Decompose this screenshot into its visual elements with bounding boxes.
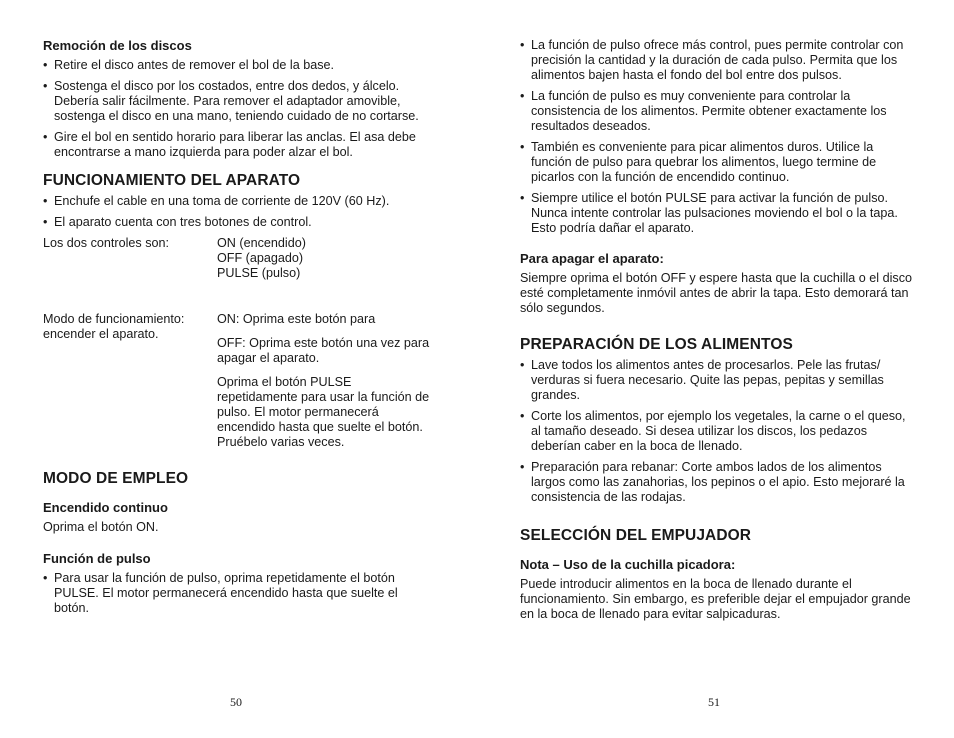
usage-heading: MODO DE EMPLEO	[43, 470, 189, 487]
left-page	[43, 38, 431, 622]
list-item: • También es conveniente para picar alimentos duros. Utilice la función de pulso para quebrar los alimentos, luego termine de picarlos con la función de encendido continuo.	[520, 140, 915, 185]
list-item: • Gire el bol en sentido horario para liberar las anclas. El asa debe encontrarse a mano izquierda para poder alzar el bol.	[43, 130, 431, 160]
list-item: • Sostenga el disco por los costados, entre dos dedos, y álcelo. Debería salir fácilmente. Para remover el adaptador amovible, sostenga el disco en una mano, teniendo cuidado de no cortarse.	[43, 79, 431, 124]
mode-descriptions	[217, 312, 431, 450]
mode-on-text: ON: Oprima este botón para	[217, 312, 376, 326]
removal-list	[43, 58, 431, 160]
list-item: • Retire el disco antes de remover el bol de la base.	[43, 58, 431, 73]
removal-heading: Remoción de los discos	[43, 38, 192, 53]
list-item: • Siempre utilice el botón PULSE para activar la función de pulso. Nunca intente controlar las pulsaciones moviendo el bol o la tapa. Esto podría dañar el aparato.	[520, 191, 915, 236]
continuous-text: Oprima el botón ON.	[43, 520, 159, 534]
list-item: • El aparato cuenta con tres botones de control.	[43, 215, 431, 230]
controls-values	[217, 236, 431, 281]
prep-list	[520, 358, 915, 505]
control-off: OFF (apagado)	[217, 251, 304, 265]
list-item: • Preparación para rebanar: Corte ambos lados de los alimentos largos como las zanahorias, los pepinos o el apio. Esto mejoraré la consistencia de las rodajas.	[520, 460, 915, 505]
list-item: • La función de pulso ofrece más control, pues permite controlar con precisión la cantidad y la duración de cada pulso. Permita que los alimentos bajen hasta el fondo del bol entre dos pulsos.	[520, 38, 915, 83]
mode-table	[43, 312, 431, 450]
mode-pulse-text: Oprima el botón PULSE repetidamente para usar la función de pulso. El motor permanecerá encendido hasta que suelte el botón. Pruébelo varias veces.	[217, 375, 430, 449]
pulse-list	[43, 571, 431, 616]
page-number-right: 51	[708, 695, 720, 709]
list-item: • Corte los alimentos, por ejemplo los vegetales, la carne o el queso, al tamaño deseado. Si desea utilizar los discos, los pedazos deberían caber en la boca de llenado.	[520, 409, 915, 454]
page-number-left: 50	[230, 695, 242, 709]
off-text: Siempre oprima el botón OFF y espere hasta que la cuchilla o el disco esté completamente inmóvil antes de abrir la tapa. Esto demorará tan sólo segundos.	[520, 271, 913, 315]
mode-off-text: OFF: Oprima este botón una vez para apagar el aparato.	[217, 336, 430, 365]
pulse-heading: Función de pulso	[43, 551, 151, 566]
off-heading: Para apagar el aparato:	[520, 251, 664, 266]
controls-label: Los dos controles son:	[43, 236, 170, 250]
list-item: • La función de pulso es muy conveniente para controlar la consistencia de los alimentos. Permite obtener exactamente los resultados deseados.	[520, 89, 915, 134]
mode-label: Modo de funcionamiento: encender el aparato.	[43, 312, 185, 341]
list-item: • Para usar la función de pulso, oprima repetidamente el botón PULSE. El motor permanecerá encendido hasta que suelte el botón.	[43, 571, 431, 616]
right-page	[520, 38, 915, 622]
operation-heading: FUNCIONAMIENTO DEL APARATO	[43, 172, 301, 189]
pusher-heading: SELECCIÓN DEL EMPUJADOR	[520, 527, 752, 544]
prep-heading: PREPARACIÓN DE LOS ALIMENTOS	[520, 336, 793, 353]
note-heading: Nota – Uso de la cuchilla picadora:	[520, 557, 736, 572]
operation-list	[43, 194, 431, 230]
list-item: • Enchufe el cable en una toma de corriente de 120V (60 Hz).	[43, 194, 431, 209]
list-item: • Lave todos los alimentos antes de procesarlos. Pele las frutas/ verduras si fuera necesario. Quite las pepas, pepitas y semillas grandes.	[520, 358, 915, 403]
note-text: Puede introducir alimentos en la boca de llenado durante el funcionamiento. Sin embargo, es preferible dejar el empujador grande en la boca de llenado para evitar salpicaduras.	[520, 577, 911, 621]
continuous-heading: Encendido continuo	[43, 500, 168, 515]
control-on: ON (encendido)	[217, 236, 306, 250]
controls-table	[43, 236, 431, 281]
pulse-tips-list	[520, 38, 915, 236]
control-pulse: PULSE (pulso)	[217, 266, 301, 280]
